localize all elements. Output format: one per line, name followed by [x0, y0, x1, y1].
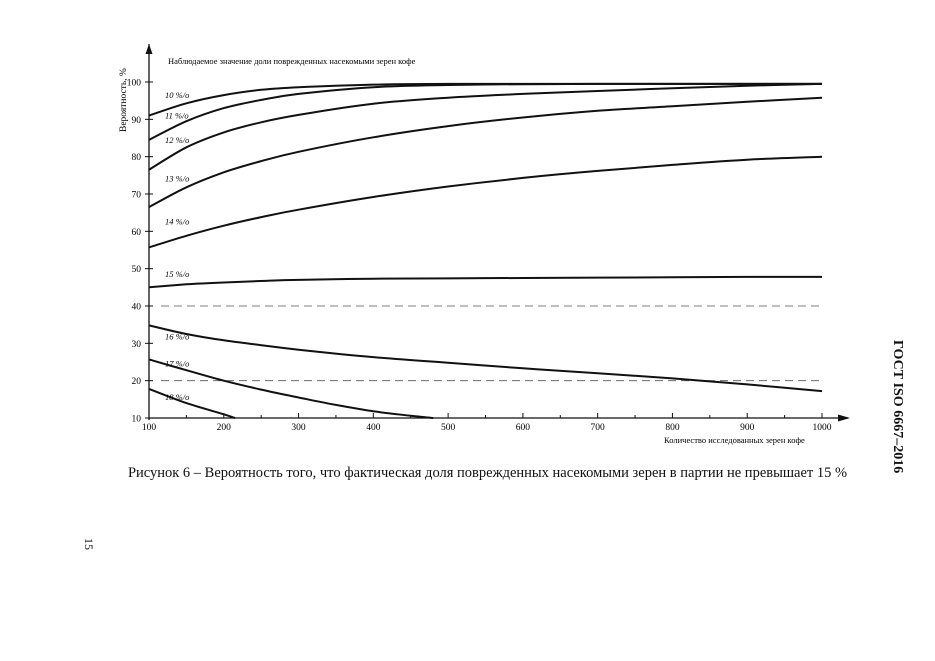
y-tick-label: 40	[131, 302, 141, 313]
x-tick-label: 500	[440, 423, 456, 433]
y-tick-label: 80	[131, 153, 141, 164]
x-tick-label: 700	[590, 423, 605, 433]
curve-label-2: 11 %/o	[165, 110, 189, 121]
figure-caption: Рисунок 6 – Вероятность того, что фактическая доля поврежденных насекомыми зерен в партии не превышает 15 %	[127, 465, 848, 481]
x-tick-label: 200	[216, 423, 231, 433]
axis-ticks	[127, 79, 832, 434]
x-tick-label: 1000	[812, 423, 832, 433]
x-tick-label: 800	[665, 423, 680, 433]
curve-label-1: 10 %/o	[165, 90, 190, 101]
series-line-1	[149, 84, 822, 116]
x-tick-label: 100	[141, 423, 157, 433]
series-line-8	[149, 359, 433, 418]
series-line-5	[149, 157, 822, 248]
series-lines	[149, 84, 822, 418]
series-line-3	[149, 84, 822, 170]
series-line-9	[149, 389, 235, 418]
document-code: ГОСТ ISO 6667–2016	[890, 340, 905, 474]
x-tick-label: 400	[366, 423, 381, 433]
curve-label-4: 13 %/o	[165, 173, 190, 184]
y-tick-label: 60	[131, 227, 141, 238]
x-tick-label: 900	[740, 423, 755, 433]
curve-label-9: 18 %/o	[165, 392, 190, 403]
x-tick-label: 300	[291, 423, 306, 433]
chart-axes	[146, 44, 851, 422]
y-tick-label: 20	[131, 377, 141, 388]
x-axis-arrow	[838, 415, 850, 422]
y-tick-label: 50	[131, 265, 141, 276]
curve-label-8: 17 %/o	[165, 358, 190, 369]
y-tick-label: 70	[131, 190, 141, 201]
page-number: 15	[82, 538, 96, 550]
y-tick-label: 90	[131, 115, 141, 126]
chart-title: Наблюдаемое значение доли поврежденных насекомыми зерен кофе	[168, 56, 416, 66]
curve-label-5: 14 %/o	[165, 216, 190, 227]
grid-lines	[161, 306, 822, 381]
series-line-2	[149, 84, 822, 140]
x-tick-label: 600	[515, 423, 531, 433]
y-axis-label: Вероятность, %	[119, 68, 129, 132]
curve-label-3: 12 %/o	[165, 134, 190, 145]
x-axis-label: Количество исследованных зерен кофе	[664, 435, 805, 445]
y-tick-label: 30	[131, 339, 141, 350]
curve-label-7: 16 %/o	[165, 331, 190, 342]
y-tick-label: 100	[126, 78, 141, 89]
series-line-6	[149, 277, 822, 287]
curve-labels	[165, 90, 189, 402]
series-line-7	[149, 325, 822, 391]
y-axis-arrow	[146, 44, 153, 54]
series-line-4	[149, 98, 822, 207]
y-tick-label: 10	[131, 414, 141, 425]
curve-label-6: 15 %/o	[165, 268, 190, 279]
